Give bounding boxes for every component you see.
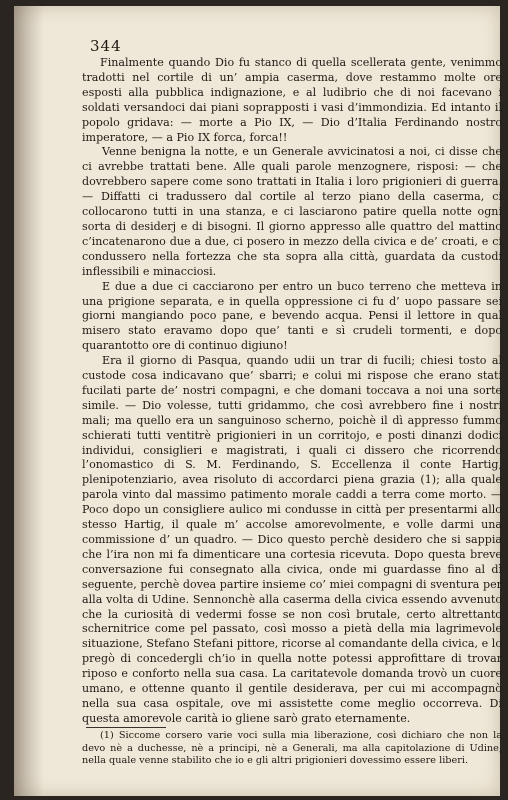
gutter-shadow (14, 6, 44, 796)
paragraph-3: E due a due ci cacciarono per entro un buco terreno che metteva in una prigione separata, e in quella oppressione ci fu d’ uopo passare sei giorni mangiando poco pane, e bevendo acqua. Pensi il lettore in qual misero stato eravamo dopo que’ tanti e sì crudeli tormenti, e dopo quarantotto ore di continuo digiuno! (82, 279, 502, 353)
paragraph-2: Venne benigna la notte, e un Generale avvicinatosi a noi, ci disse che ci avrebbe trattati bene. Alle quali parole menzognere, risposi: — che dovrebbero sapere come sono trattati in Italia i loro prigionieri di guerra. — Diffatti ci tradussero dal cortile al terzo piano della caserma, ci collocarono tutti in una stanza, e ci lasciarono patire quella notte ogni sorta di desiderj e di bisogni. Il giorno appresso alle quattro del mattino c’incatenarono due a due, ci posero in mezzo della civica e de’ croati, e ci condussero nella fortezza che sta sopra alla città, guardata da custodi inflessibili e minacciosi. (82, 145, 502, 278)
page-number: 344 (90, 37, 122, 55)
book-page (14, 6, 500, 796)
paragraph-1: Finalmente quando Dio fu stanco di quella scellerata gente, venimmo tradotti nel cortile di un’ ampia caserma, dove restammo molte ore esposti alla pubblica indignazione, e al ludibrio che di noi facevano i soldati versandoci dai piani soprapposti i vasi d’immondizia. Ed intanto il popolo gridava: — morte a Pio IX, — Dio d’Italia Ferdinando nostro imperatore, — a Pio IX forca, forca!! (82, 56, 502, 144)
footnote-rule (86, 727, 166, 728)
body-text (82, 56, 502, 727)
paragraph-4: Era il giorno di Pasqua, quando udii un trar di fucili; chiesi tosto al custode cosa indicavano que’ sbarri; e colui mi rispose che erano stati fucilati parte de’ nostri compagni, e che domani toccava a noi una sorte simile. — Dio volesse, tutti gridammo, che così avrebbero fine i nostri mali; ma quello era un sanguinoso scherno, poichè il dì appresso fummo schierati tutti ventitrè prigionieri in un corritojo, e posti dinanzi dodici individui, consiglieri e magistrati, i quali ci dissero che ricorrendo l’onomastico di S. M. Ferdinando, S. Eccellenza il conte Hartig, plenipotenziario, avea risoluto di accordarci piena grazia (1); alla quale parola vinto dal massimo patimento morale caddi a terra come morto. — Poco dopo un consigliere aulico mi condusse in città per presentarmi allo stesso Hartig, il quale m’ accolse amorevolmente, e volle darmi una commissione d’ un quadro. — Dico questo perchè desidero che si sappia che l’ira non mi fa dimenticare una cortesia ricevuta. Dopo questa breve conversazione fui consegnato alla civica, onde mi guardasse fino al dì seguente, perchè dovea partire insieme co’ miei compagni di sventura per alla volta di Udine. Sennonchè alla caserma della civica essendo avvenuto che la curiosità di vedermi fosse se non così brutale, certo altrettanto schernitrice come pel passato, così mosso a pietà della mia lagrimevole situazione, Stefano Stefani pittore, ricorse al comandante della civica, e lo pregò di concedergli ch’io in quella notte potessi approfittare di trovar riposo e conforto nella sua casa. La caritatevole domanda trovò un cuore umano, e ottenne quanto il gentile desiderava, per cui mi accompagnò nella sua casa ospitale, ove mi assistette come meglio occorreva. Di questa amorevole carità io gliene sarò grato eternamente. (82, 354, 502, 725)
footnote: (1) Siccome corsero varie voci sulla mia liberazione, così dichiaro che non la devo nè a duchesse, nè a principi, nè a Generali, ma alla capitolazione di Udine, nella quale venne stabilito che io e gli altri prigionieri dovessimo essere liberi. (82, 730, 502, 767)
